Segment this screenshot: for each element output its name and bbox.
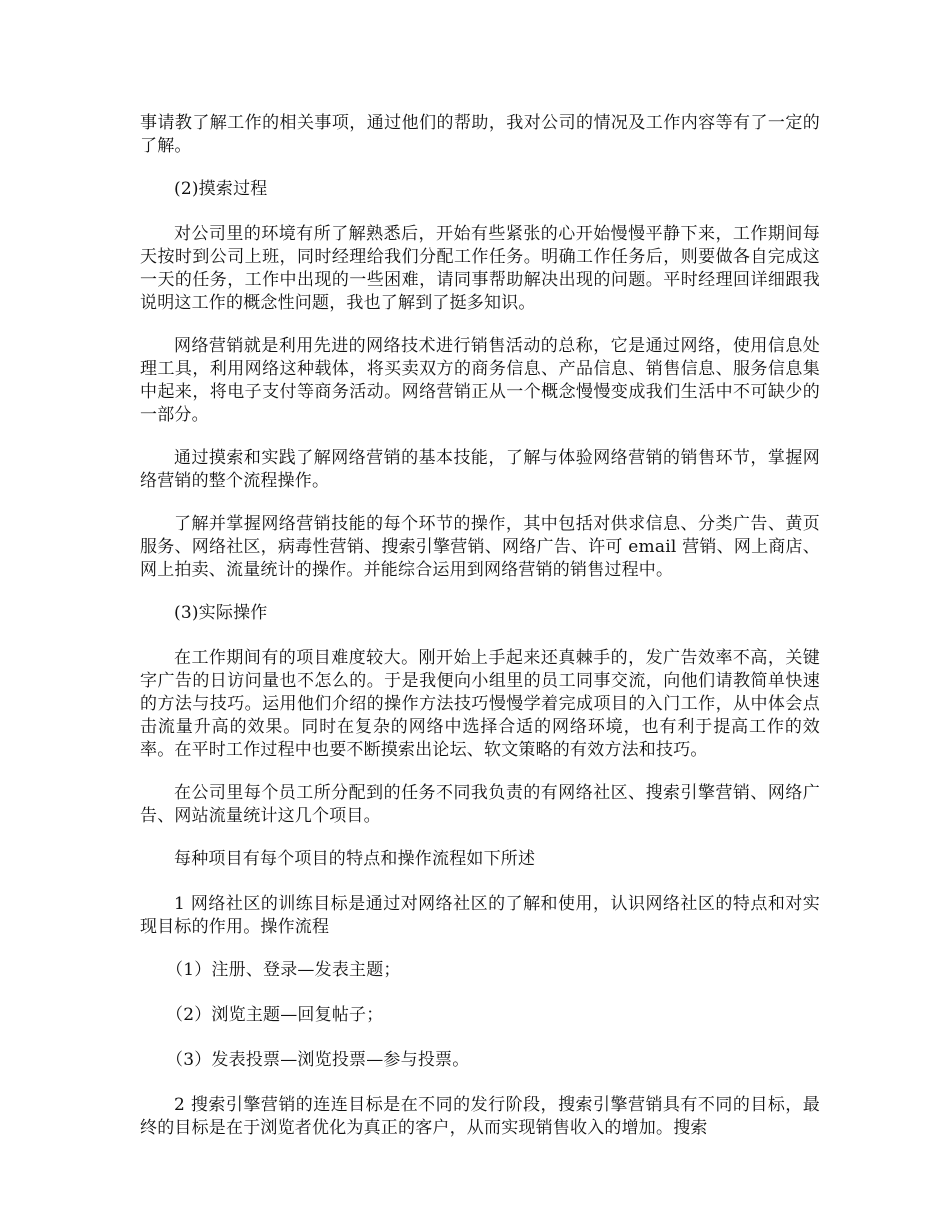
paragraph-network-marketing-definition: 网络营销就是利用先进的网络技术进行销售活动的总称，它是通过网络，使用信息处理工具，利用网络这种载体，将买卖双方的商务信息、产品信息、销售信息、服务信息集中起来，将电子支付等商务活动。网络营销正从一个概念慢慢变成我们生活中不可缺少的一部分。: [140, 336, 820, 425]
paragraph-practice: 通过摸索和实践了解网络营销的基本技能，了解与体验网络营销的销售环节，掌握网络营销的整个流程操作。: [140, 448, 820, 491]
paragraph-intro-continuation: 事请教了解工作的相关事项，通过他们的帮助，我对公司的情况及工作内容等有了一定的了解。: [140, 113, 820, 156]
paragraph-difficulty: 在工作期间有的项目难度较大。刚开始上手起来还真棘手的，发广告效率不高，关键字广告的日访问量也不怎么的。于是我便向小组里的员工同事交流，向他们请教简单快速的方法与技巧。运用他们介绍的操作方法技巧慢慢学着完成项目的入门工作，从中体会点击流量升高的效果。同时在复杂的网络中选择合适的网络环境，也有利于提高工作的效率。在平时工作过程中也要不断摸索出论坛、软文策略的有效方法和技巧。: [140, 648, 820, 760]
paragraph-project-intro: 每种项目有每个项目的特点和操作流程如下所述: [174, 849, 536, 869]
list-item-step-2: （2）浏览主题—回复帖子；: [166, 1005, 384, 1025]
paragraph-search-engine-goal: 2 搜索引擎营销的连连目标是在不同的发行阶段，搜索引擎营销具有不同的目标，最终的目标是在于浏览者优化为真正的客户，从而实现销售收入的增加。搜索: [140, 1095, 820, 1138]
paragraph-responsibilities: 在公司里每个员工所分配到的任务不同我负责的有网络社区、搜索引擎营销、网络广告、网站流量统计这几个项目。: [140, 783, 820, 826]
section-heading-operation: (3)实际操作: [174, 603, 268, 623]
list-item-step-3: （3）发表投票—浏览投票—参与投票。: [166, 1050, 470, 1070]
paragraph-skills: 了解并掌握网络营销技能的每个环节的操作，其中包括对供求信息、分类广告、黄页服务、网络社区，病毒性营销、搜索引擎营销、网络广告、许可 email 营销、网上商店、网上拍卖、流量统计的操作。并能综合运用到网络营销的销售过程中。: [140, 514, 820, 580]
paragraph-community-goal: 1 网络社区的训练目标是通过对网络社区的了解和使用，认识网络社区的特点和对实现目标的作用。操作流程: [140, 894, 820, 937]
paragraph-environment: 对公司里的环境有所了解熟悉后，开始有些紧张的心开始慢慢平静下来，工作期间每天按时到公司上班，同时经理给我们分配工作任务。明确工作任务后，则要做各自完成这一天的任务，工作中出现的一些困难，请同事帮助解决出现的问题。平时经理回详细跟我说明这工作的概念性问题，我也了解到了挺多知识。: [140, 224, 820, 313]
list-item-step-1: （1）注册、登录—发表主题；: [166, 960, 401, 980]
section-heading-exploration: (2)摸索过程: [174, 179, 268, 199]
document-page: [140, 112, 820, 1160]
